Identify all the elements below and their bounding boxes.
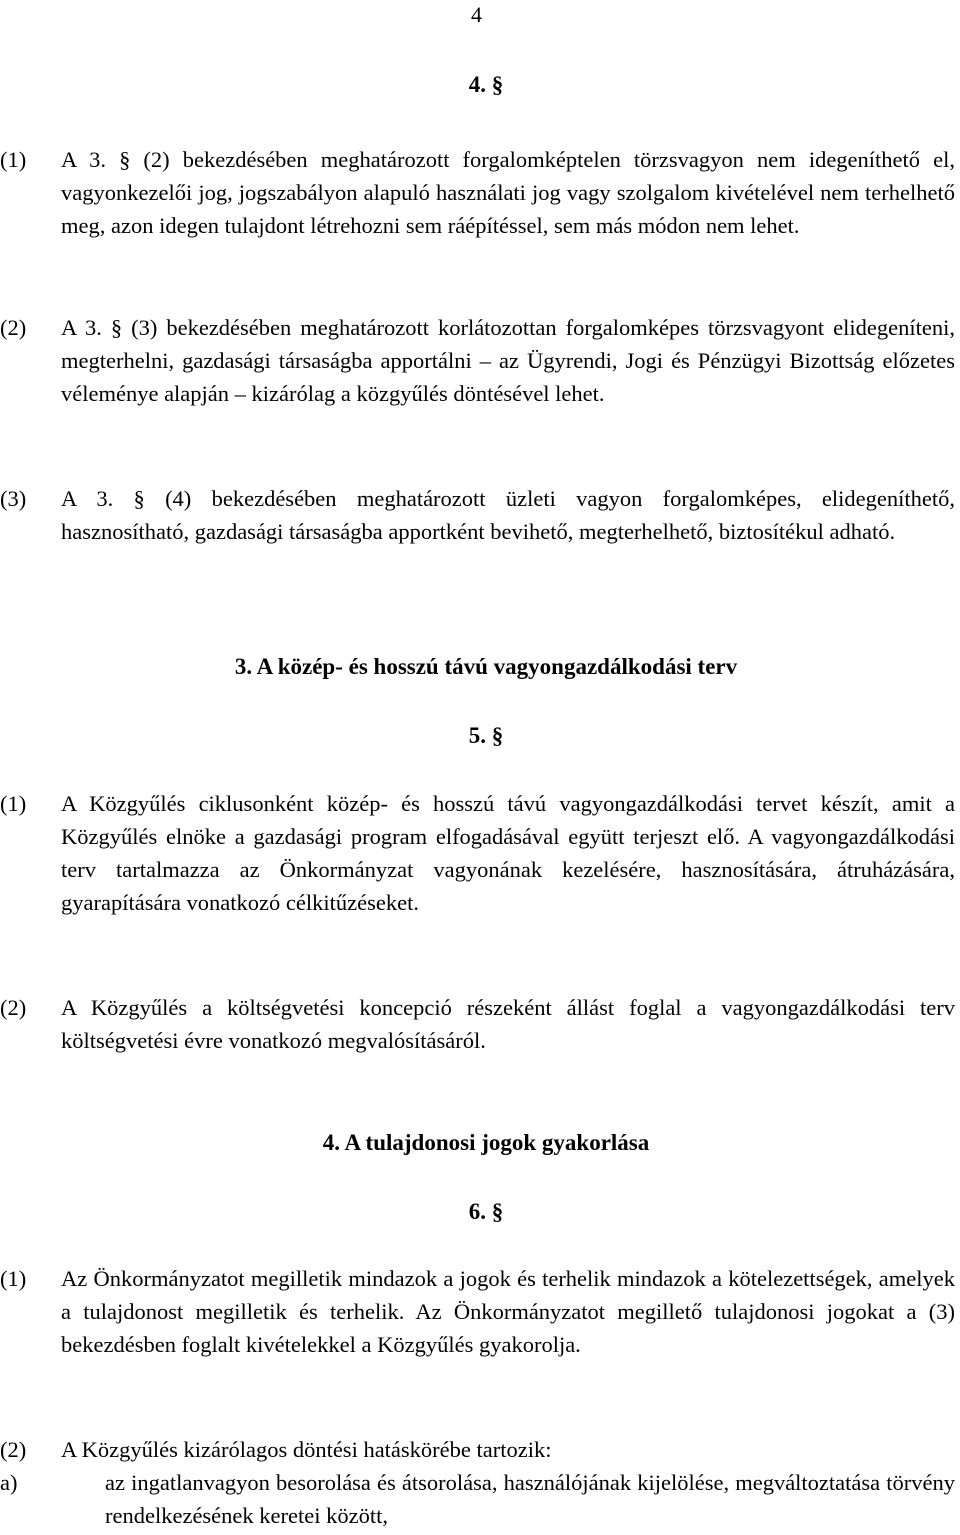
page-number: 4 bbox=[471, 2, 482, 27]
section-6-number: 6. § bbox=[468, 1199, 504, 1224]
paragraph-number: (2) bbox=[0, 315, 27, 340]
list-item-text: az ingatlanvagyon besorolása és átsorolása, használójának kijelölése, megváltoztatása törvény rendelkezésének keretei között, bbox=[105, 1470, 955, 1528]
paragraph-number: (3) bbox=[0, 486, 27, 511]
paragraph-number: (1) bbox=[0, 791, 27, 816]
paragraph-number: (1) bbox=[0, 147, 27, 172]
paragraph-number: (2) bbox=[0, 995, 27, 1020]
paragraph-text: A Közgyűlés kizárólagos döntési hatáskörébe tartozik: bbox=[61, 1437, 552, 1462]
chapter-heading-3: 3. A közép- és hosszú távú vagyongazdálkodási terv bbox=[234, 654, 738, 679]
paragraph-number: (1) bbox=[0, 1266, 27, 1291]
paragraph-text: A 3. § (4) bekezdésében meghatározott üzleti vagyon forgalomképes, elidegeníthető, hasznosítható, gazdasági társaságba apportként bevihető, megterhelhető, biztosítékul adható. bbox=[61, 486, 955, 544]
paragraph-text: Az Önkormányzatot megilletik mindazok a jogok és terhelik mindazok a kötelezettségek, amelyek a tulajdonost megilletik és terhelik. Az Önkormányzatot megillető tulajdonosi jogokat a (3) bekezdésben foglalt kivételekkel a Közgyűlés gyakorolja. bbox=[61, 1266, 955, 1357]
chapter-heading-4: 4. A tulajdonosi jogok gyakorlása bbox=[322, 1130, 650, 1155]
list-marker: a) bbox=[0, 1470, 18, 1495]
paragraph-text: A Közgyűlés a költségvetési koncepció részeként állást foglal a vagyongazdálkodási terv költségvetési évre vonatkozó megvalósításáról. bbox=[61, 995, 955, 1053]
paragraph-text: A 3. § (3) bekezdésében meghatározott korlátozottan forgalomképes törzsvagyont elidegeníteni, megterhelni, gazdasági társaságba apportálni – az Ügyrendi, Jogi és Pénzügyi Bizottság előzetes véleménye alapján – kizárólag a közgyűlés döntésével lehet. bbox=[61, 315, 955, 406]
section-5-number: 5. § bbox=[468, 723, 504, 748]
section-4-number: 4. § bbox=[468, 72, 504, 97]
paragraph-number: (2) bbox=[0, 1437, 27, 1462]
paragraph-text: A 3. § (2) bekezdésében meghatározott forgalomképtelen törzsvagyon nem idegeníthető el, vagyonkezelői jog, jogszabályon alapuló használati jog vagy szolgalom kivételével nem terhelhető meg, azon idegen tulajdont létrehozni sem ráépítéssel, sem más módon nem lehet. bbox=[61, 147, 955, 238]
paragraph-text: A Közgyűlés ciklusonként közép- és hosszú távú vagyongazdálkodási tervet készít, amit a Közgyűlés elnöke a gazdasági program elfogadásával együtt terjeszt elő. A vagyongazdálkodási terv tartalmazza az Önkormányzat vagyonának kezelésére, hasznosítására, átruházására, gyarapítására vonatkozó célkitűzéseket. bbox=[61, 791, 955, 915]
